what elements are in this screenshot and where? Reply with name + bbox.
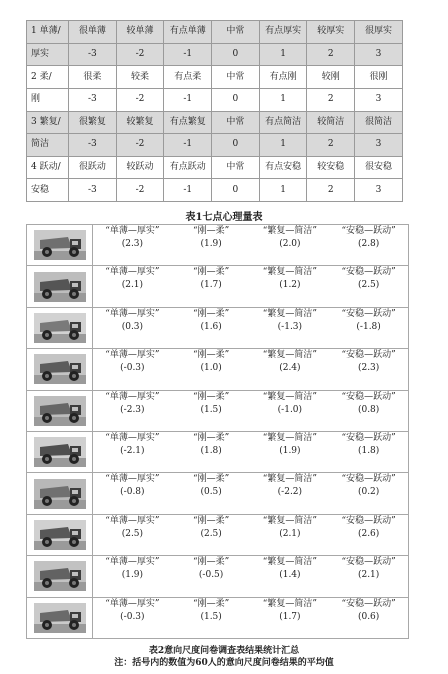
rating-cell [93, 225, 409, 266]
mean-score: (2.5) [357, 280, 380, 291]
mean-score: (-1.3) [277, 321, 303, 332]
scale-cell: 很跃动 [69, 156, 117, 179]
rating-cell [93, 556, 409, 597]
scale-cell: 0 [212, 88, 260, 111]
word-pair-label: “单薄—厚实” [105, 432, 160, 443]
rating-item [329, 349, 408, 389]
rating-item [93, 432, 172, 472]
mean-score: (2.1) [279, 528, 301, 539]
rating-item [172, 598, 251, 638]
rating-item [251, 598, 330, 638]
dump-truck-photo [27, 479, 92, 509]
mean-score: (1.5) [200, 404, 222, 415]
psychological-scale-table [26, 20, 403, 202]
vehicle-photo-cell [27, 225, 93, 266]
word-pair-label: “安稳—跃动” [341, 267, 396, 278]
scale-cell: 2 [307, 43, 355, 66]
mean-score: (2.3) [121, 239, 144, 249]
word-pair-label: “单薄—厚实” [105, 308, 160, 319]
rating-cell [93, 390, 409, 431]
mean-score: (2.3) [357, 363, 380, 374]
scale-cell: -2 [116, 43, 164, 66]
scale-row [27, 111, 403, 134]
word-pair-label: “安稳—跃动” [341, 474, 396, 485]
scale-dimension-label: 1 单薄/ [27, 21, 69, 44]
rating-item [172, 432, 251, 472]
rating-item [329, 515, 408, 555]
rating-item [93, 225, 172, 265]
word-pair-label: “刚—柔” [193, 308, 230, 319]
scale-cell: 中常 [212, 111, 260, 134]
mean-score: (1.5) [200, 611, 222, 622]
scale-cell: -3 [69, 43, 117, 66]
rating-item [329, 556, 408, 596]
scale-cell: 较繁复 [116, 111, 164, 134]
word-pair-label: “刚—柔” [193, 557, 230, 568]
mean-score: (1.9) [121, 570, 144, 581]
mean-score: (-0.5) [198, 570, 224, 581]
scale-cell: 很柔 [69, 66, 117, 89]
rating-item [329, 308, 408, 348]
scale-cell: 2 [307, 179, 355, 202]
mean-score: (2.4) [279, 363, 301, 374]
rating-item [251, 225, 330, 265]
vehicle-photo-cell [27, 349, 93, 390]
scale-cell: 较安稳 [307, 156, 355, 179]
scale-dimension-label: 厚实 [27, 43, 69, 66]
table2-caption: 表2意向尺度问卷调查表结果统计汇总 [148, 646, 300, 656]
table1-caption: 表1七点心理量表 [185, 212, 263, 223]
scale-cell: 有点厚实 [259, 21, 307, 44]
scale-cell: -3 [69, 179, 117, 202]
mean-score: (-0.3) [120, 611, 145, 622]
word-pair-label: “繁复—简洁” [262, 267, 317, 278]
vehicle-photo-cell [27, 473, 93, 514]
mean-score: (1.2) [279, 280, 301, 291]
scale-cell: 0 [212, 134, 260, 157]
vehicle-row [27, 597, 409, 638]
word-pair-label: “繁复—简洁” [262, 308, 317, 319]
word-pair-label: “刚—柔” [193, 267, 230, 278]
rating-item [251, 391, 330, 431]
scale-cell: 较单薄 [116, 21, 164, 44]
rating-cell [93, 266, 409, 307]
mean-score: (2.8) [357, 239, 380, 249]
scale-cell: -2 [116, 134, 164, 157]
word-pair-label: “繁复—简洁” [262, 226, 317, 236]
scale-cell: 3 [355, 179, 403, 202]
word-pair-label: “安稳—跃动” [341, 391, 396, 402]
mean-score: (-1.8) [356, 321, 381, 332]
word-pair-label: “刚—柔” [193, 226, 230, 236]
mean-score: (2.5) [200, 528, 222, 539]
dump-truck-photo [27, 313, 92, 343]
vehicle-row [27, 473, 409, 514]
rating-item [172, 391, 251, 431]
word-pair-label: “繁复—简洁” [262, 557, 317, 568]
mean-score: (-2.3) [120, 404, 145, 415]
vehicle-row [27, 556, 409, 597]
dump-truck-photo [27, 437, 92, 467]
scale-cell: 较厚实 [307, 21, 355, 44]
rating-item [172, 225, 251, 265]
scale-dimension-label: 2 柔/ [27, 66, 69, 89]
scale-cell: 有点柔 [164, 66, 212, 89]
scale-cell: -2 [116, 88, 164, 111]
word-pair-label: “单薄—厚实” [105, 267, 160, 278]
scale-row [27, 179, 403, 202]
scale-cell: 1 [259, 88, 307, 111]
mean-score: (0.8) [357, 404, 380, 415]
scale-cell: -3 [69, 134, 117, 157]
rating-item [172, 556, 251, 596]
rating-item [329, 598, 408, 638]
rating-item [251, 432, 330, 472]
rating-item [251, 308, 330, 348]
scale-cell: 有点繁复 [164, 111, 212, 134]
table2-note: 注：括号内的数值为60人的意向尺度问卷结果的平均值 [114, 658, 334, 668]
vehicle-row [27, 307, 409, 348]
scale-cell: 1 [259, 179, 307, 202]
mean-score: (2.0) [279, 239, 301, 249]
vehicle-photo-cell [27, 597, 93, 638]
dump-truck-photo [27, 354, 92, 384]
word-pair-label: “刚—柔” [193, 515, 230, 526]
scale-row [27, 21, 403, 44]
rating-item [93, 556, 172, 596]
word-pair-label: “繁复—简洁” [262, 598, 317, 609]
vehicle-photo-cell [27, 390, 93, 431]
mean-score: (1.8) [357, 445, 380, 456]
scale-cell: 很厚实 [355, 21, 403, 44]
rating-item [172, 473, 251, 513]
rating-item [329, 473, 408, 513]
word-pair-label: “安稳—跃动” [341, 432, 396, 443]
word-pair-label: “刚—柔” [193, 598, 230, 609]
rating-item [172, 515, 251, 555]
scale-cell: 有点单薄 [164, 21, 212, 44]
rating-item [329, 225, 408, 265]
word-pair-label: “单薄—厚实” [105, 598, 160, 609]
scale-cell: 3 [355, 43, 403, 66]
vehicle-photo-cell [27, 307, 93, 348]
scale-cell: 1 [259, 43, 307, 66]
scale-row [27, 43, 403, 66]
scale-cell: -1 [164, 43, 212, 66]
dump-truck-photo [27, 561, 92, 591]
vehicle-row [27, 514, 409, 555]
scale-cell: -3 [69, 88, 117, 111]
dump-truck-photo [27, 603, 92, 633]
scale-cell: 有点简洁 [259, 111, 307, 134]
rating-cell [93, 349, 409, 390]
mean-score: (-0.3) [120, 363, 145, 374]
mean-score: (1.7) [200, 280, 222, 291]
rating-item [93, 308, 172, 348]
vehicle-photo-cell [27, 431, 93, 472]
word-pair-label: “单薄—厚实” [105, 350, 160, 361]
word-pair-label: “安稳—跃动” [341, 308, 396, 319]
rating-item [172, 308, 251, 348]
mean-score: (0.6) [357, 611, 380, 622]
scale-cell: -2 [116, 179, 164, 202]
vehicle-photo-cell [27, 514, 93, 555]
rating-item [172, 266, 251, 306]
vehicle-photo-cell [27, 266, 93, 307]
rating-item [251, 349, 330, 389]
scale-row [27, 156, 403, 179]
word-pair-label: “繁复—简洁” [262, 515, 317, 526]
scale-dimension-label: 刚 [27, 88, 69, 111]
scale-cell: 较刚 [307, 66, 355, 89]
mean-score: (1.4) [279, 570, 301, 581]
mean-score: (0.3) [121, 321, 144, 332]
mean-score: (-2.2) [277, 487, 303, 498]
word-pair-label: “刚—柔” [193, 350, 230, 361]
word-pair-label: “安稳—跃动” [341, 598, 396, 609]
scale-cell: -1 [164, 134, 212, 157]
rating-item [329, 432, 408, 472]
rating-item [93, 598, 172, 638]
scale-row [27, 66, 403, 89]
rating-item [329, 391, 408, 431]
dump-truck-photo [27, 520, 92, 550]
word-pair-label: “安稳—跃动” [341, 350, 396, 361]
scale-cell: 有点跃动 [164, 156, 212, 179]
mean-score: (1.9) [279, 445, 301, 456]
rating-item [93, 266, 172, 306]
scale-cell: 很简洁 [355, 111, 403, 134]
rating-item [93, 391, 172, 431]
rating-cell [93, 514, 409, 555]
word-pair-label: “繁复—简洁” [262, 391, 317, 402]
scale-dimension-label: 3 繁复/ [27, 111, 69, 134]
mean-score: (2.5) [121, 528, 144, 539]
mean-score: (1.8) [200, 445, 222, 456]
word-pair-label: “单薄—厚实” [105, 515, 160, 526]
dump-truck-photo [27, 272, 92, 302]
rating-item [172, 349, 251, 389]
word-pair-label: “安稳—跃动” [341, 557, 396, 568]
rating-item [251, 515, 330, 555]
word-pair-label: “单薄—厚实” [105, 391, 160, 402]
vehicle-row [27, 225, 409, 266]
rating-cell [93, 307, 409, 348]
survey-results-table [26, 224, 409, 639]
word-pair-label: “刚—柔” [193, 391, 230, 402]
mean-score: (0.2) [357, 487, 380, 498]
scale-dimension-label: 安稳 [27, 179, 69, 202]
scale-row [27, 88, 403, 111]
vehicle-photo-cell [27, 556, 93, 597]
rating-item [93, 515, 172, 555]
word-pair-label: “刚—柔” [193, 432, 230, 443]
rating-item [251, 473, 330, 513]
vehicle-row [27, 390, 409, 431]
rating-item [251, 556, 330, 596]
scale-cell: 0 [212, 179, 260, 202]
rating-cell [93, 597, 409, 638]
scale-cell: 很单薄 [69, 21, 117, 44]
rating-item [93, 349, 172, 389]
scale-cell: 1 [259, 134, 307, 157]
scale-cell: 有点安稳 [259, 156, 307, 179]
vehicle-row [27, 349, 409, 390]
rating-item [93, 473, 172, 513]
scale-cell: 有点刚 [259, 66, 307, 89]
rating-cell [93, 431, 409, 472]
mean-score: (2.6) [357, 528, 380, 539]
mean-score: (-2.1) [120, 445, 145, 456]
mean-score: (1.9) [200, 239, 222, 249]
scale-cell: 中常 [212, 66, 260, 89]
scale-cell: 较简洁 [307, 111, 355, 134]
word-pair-label: “安稳—跃动” [341, 226, 396, 236]
scale-cell: 3 [355, 88, 403, 111]
scale-cell: -1 [164, 88, 212, 111]
scale-cell: 较柔 [116, 66, 164, 89]
mean-score: (1.7) [279, 611, 301, 622]
dump-truck-photo [27, 230, 92, 260]
mean-score: (2.1) [357, 570, 380, 581]
scale-cell: 3 [355, 134, 403, 157]
word-pair-label: “繁复—简洁” [262, 350, 317, 361]
word-pair-label: “单薄—厚实” [105, 226, 160, 236]
scale-cell: 较跃动 [116, 156, 164, 179]
scale-cell: 很繁复 [69, 111, 117, 134]
scale-dimension-label: 4 跃动/ [27, 156, 69, 179]
rating-item [251, 266, 330, 306]
scale-cell: -1 [164, 179, 212, 202]
rating-cell [93, 473, 409, 514]
word-pair-label: “繁复—简洁” [262, 474, 317, 485]
rating-item [329, 266, 408, 306]
word-pair-label: “单薄—厚实” [105, 474, 160, 485]
vehicle-row [27, 266, 409, 307]
word-pair-label: “刚—柔” [193, 474, 230, 485]
mean-score: (1.0) [200, 363, 222, 374]
vehicle-row [27, 431, 409, 472]
dump-truck-photo [27, 396, 92, 426]
scale-dimension-label: 简洁 [27, 134, 69, 157]
scale-cell: 0 [212, 43, 260, 66]
scale-cell: 中常 [212, 21, 260, 44]
scale-cell: 2 [307, 134, 355, 157]
scale-cell: 很安稳 [355, 156, 403, 179]
mean-score: (-1.0) [277, 404, 303, 415]
scale-cell: 中常 [212, 156, 260, 179]
word-pair-label: “单薄—厚实” [105, 557, 160, 568]
mean-score: (-0.8) [120, 487, 145, 498]
mean-score: (0.5) [200, 487, 222, 498]
word-pair-label: “安稳—跃动” [341, 515, 396, 526]
mean-score: (1.6) [200, 321, 222, 332]
scale-cell: 2 [307, 88, 355, 111]
scale-row [27, 134, 403, 157]
word-pair-label: “繁复—简洁” [262, 432, 317, 443]
mean-score: (2.1) [121, 280, 144, 291]
scale-cell: 很刚 [355, 66, 403, 89]
